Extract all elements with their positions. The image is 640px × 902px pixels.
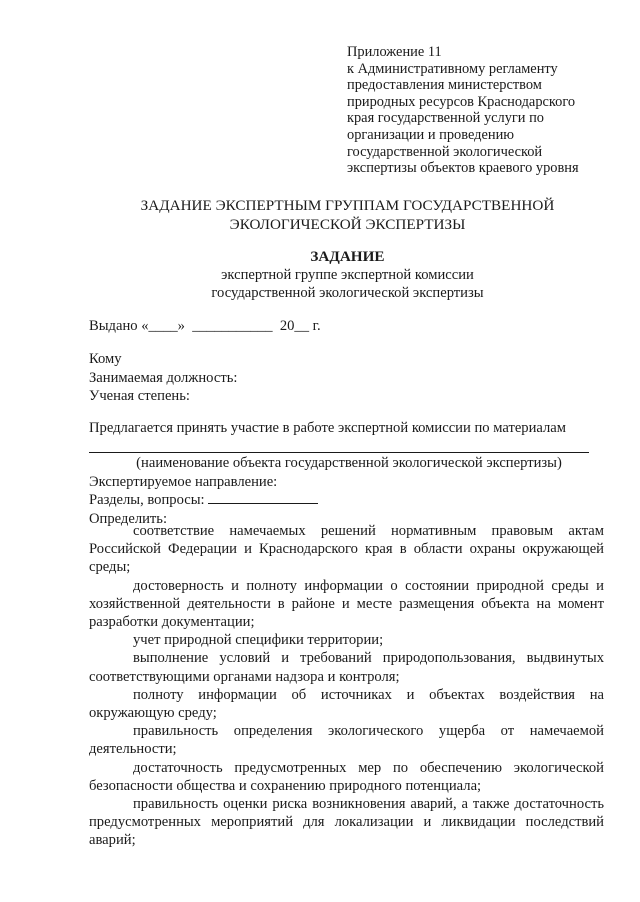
task-subheading-line-2: государственной экологической экспертизы [211, 285, 484, 301]
appendix-line: Приложение 11 [347, 44, 442, 60]
task-subheading [90, 266, 605, 302]
proposal-text: Предлагается принять участие в работе экспертной комиссии по материалам [89, 420, 567, 436]
recipient-position: Занимаемая должность: [89, 369, 238, 386]
appendix-line: природных ресурсов Краснодарского [347, 93, 576, 110]
list-item: правильность оценки риска возникновения аварий, а также достаточность предусмотренных мероприятий для локализации и ликвидации последствий аварий; [89, 796, 604, 849]
title-line-2: ЭКОЛОГИЧЕСКОЙ ЭКСПЕРТИЗЫ [229, 216, 466, 233]
appendix-line: организации и проведению [347, 126, 515, 143]
list-item: правильность определения экологического ущерба от намечаемой деятельности; [89, 723, 604, 758]
sections-field [89, 491, 318, 509]
requirements-list [89, 522, 604, 850]
determine-label: Определить: [89, 510, 168, 527]
sections-blank-line [208, 491, 318, 504]
appendix-header [347, 44, 607, 177]
appendix-line: края государственной услуги по [347, 110, 545, 127]
task-heading: ЗАДАНИЕ [310, 248, 385, 265]
recipient-to: Кому [89, 351, 122, 367]
list-item: учет природной специфики территории; [133, 632, 384, 649]
issued-date-line: Выдано «____» ___________ 20__ г. [89, 318, 321, 334]
list-item: достаточность предусмотренных мер по обеспечению экологической безопасности общества и сохранению природного потенциала; [89, 759, 604, 794]
recipient-degree: Ученая степень: [89, 388, 190, 404]
fields-block [89, 473, 318, 528]
list-item: достоверность и полноту информации о состоянии природной среды и хозяйственной деятельности в районе и месте размещения объекта на момент разработки документации; [89, 577, 604, 631]
object-name-caption: (наименование объекта государственной экологической экспертизы) [136, 455, 562, 471]
object-name-blank-line [89, 452, 589, 453]
appendix-line: государственной экологической [347, 143, 543, 160]
appendix-line: к Административному регламенту [347, 60, 558, 77]
appendix-line: предоставления министерством [347, 77, 542, 94]
recipient-block [89, 350, 237, 406]
list-item: полноту информации об источниках и объектах воздействия на окружающую среду; [89, 686, 604, 722]
appendix-line: экспертизы объектов краевого уровня [347, 160, 579, 177]
list-item: выполнение условий и требований природопользования, выдвинутых соответствующими органами надзора и контроля; [89, 650, 604, 685]
title-line-1: ЗАДАНИЕ ЭКСПЕРТНЫМ ГРУППАМ ГОСУДАРСТВЕННОЙ [140, 197, 555, 214]
sections-label: Разделы, вопросы: [89, 492, 205, 509]
list-item: соответствие намечаемых решений нормативным правовым актам Российской Федерации и Краснодарского края в области охраны окружающей среды; [89, 523, 604, 576]
task-subheading-line-1: экспертной группе экспертной комиссии [221, 267, 474, 283]
document-title [90, 196, 605, 234]
direction-field: Экспертируемое направление: [89, 474, 278, 490]
